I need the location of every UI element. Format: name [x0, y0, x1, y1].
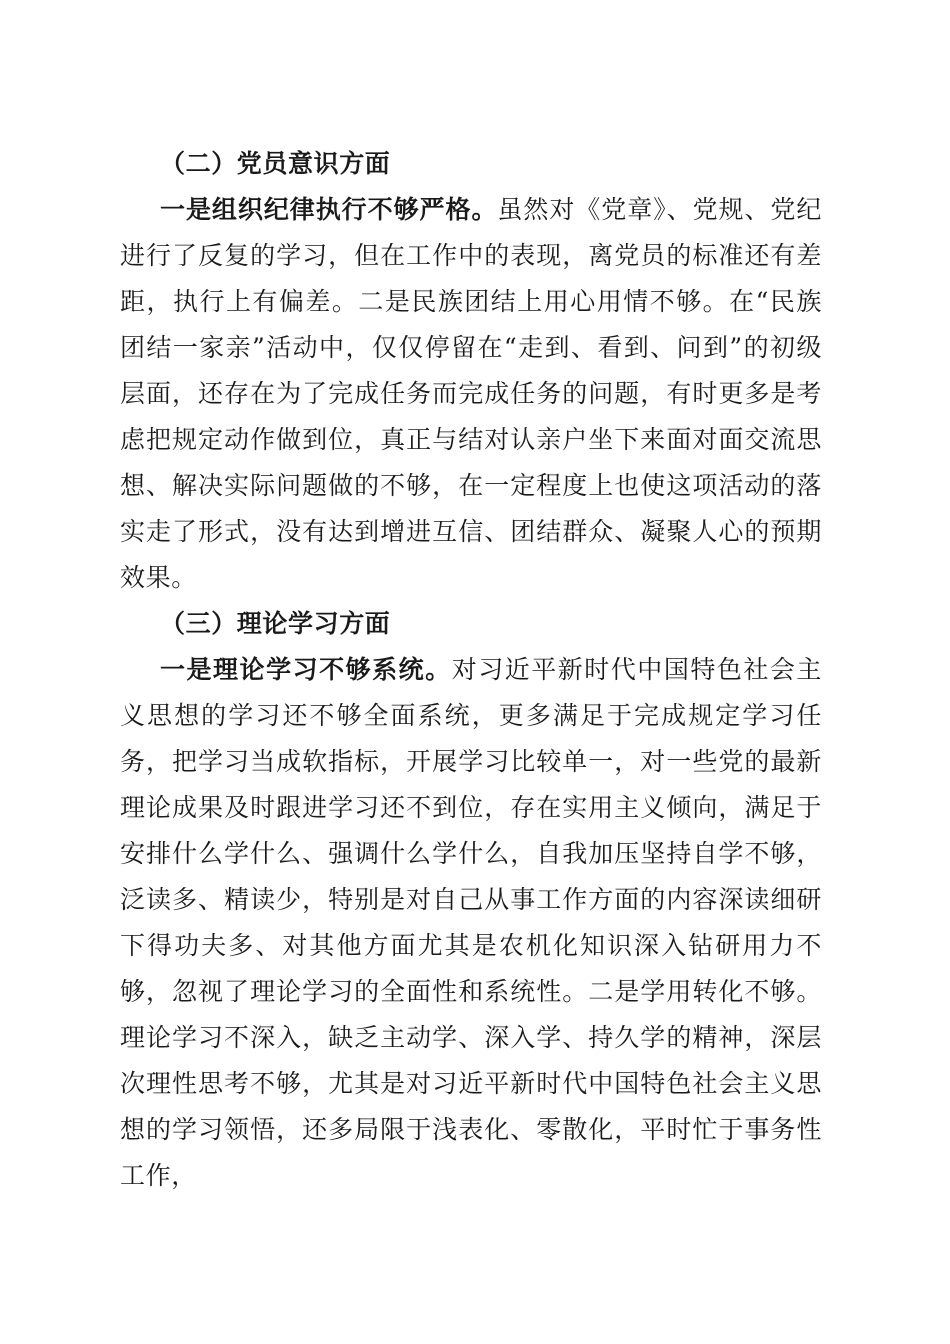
section-heading-theory-study: （三）理论学习方面 [160, 609, 391, 638]
paragraph-lead: 一是理论学习不够系统。 [160, 655, 452, 684]
paragraph-text: 虽然对《党章》、党规、党纪进行了反复的学习，但在工作中的表现，离党员的标准还有差距，执行上有偏差。二是民族团结上用心用情不够。在“民族团结一家亲”活动中，仅仅停留在“走到、看到、问到”的初级层面，还存在为了完成任务而完成任务的问题，有时更多是考虑把规定动作做到位，真正与结对认亲户坐下来面对面交流思想、解决实际问题做的不够，在一定程度上也使这项活动的落实走了形式，没有达到增进互信、团结群众、凝聚人心的预期效果。 [120, 195, 822, 592]
paragraph-lead: 一是组织纪律执行不够严格。 [160, 195, 498, 224]
section-heading-party-awareness: （二）党员意识方面 [160, 149, 391, 178]
document-body [120, 141, 822, 1199]
paragraph-party-awareness [120, 187, 822, 601]
paragraph-theory-study [120, 647, 822, 1199]
paragraph-text: 对习近平新时代中国特色社会主义思想的学习还不够全面系统，更多满足于完成规定学习任务，把学习当成软指标，开展学习比较单一，对一些党的最新理论成果及时跟进学习还不到位，存在实用主义倾向，满足于安排什么学什么、强调什么学什么，自我加压坚持自学不够，泛读多、精读少，特别是对自己从事工作方面的内容深读细研下得功夫多、对其他方面尤其是农机化知识深入钻研用力不够，忽视了理论学习的全面性和系统性。二是学用转化不够。理论学习不深入，缺乏主动学、深入学、持久学的精神，深层次理性思考不够，尤其是对习近平新时代中国特色社会主义思想的学习领悟，还多局限于浅表化、零散化，平时忙于事务性工作， [120, 655, 822, 1190]
